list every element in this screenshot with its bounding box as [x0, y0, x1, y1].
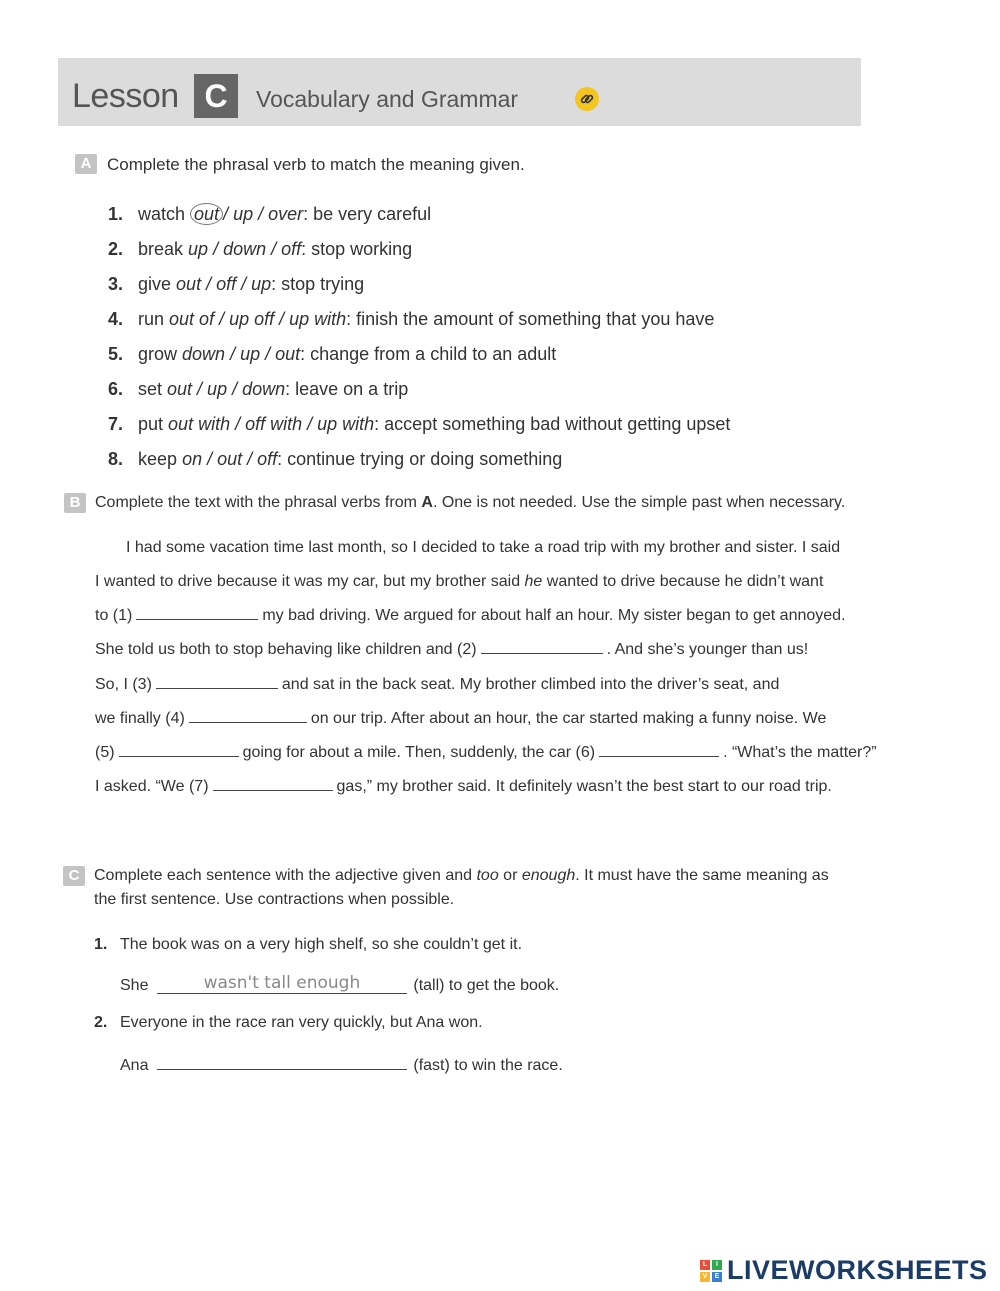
answer-blank-1[interactable]	[136, 618, 258, 620]
item-meaning: : change from a child to an adult	[300, 344, 557, 364]
item-sentence: The book was on a very high shelf, so she couldn’t get it.	[120, 936, 523, 953]
section-c-instruction-line2: the first sentence. Use contractions when possible.	[94, 891, 455, 908]
item-options[interactable]: out with / off with / up with	[168, 414, 375, 434]
item-options[interactable]: out / off / up	[176, 274, 272, 294]
item-meaning: : stop trying	[271, 274, 365, 294]
answer-field-2[interactable]	[157, 1053, 407, 1070]
list-item	[108, 344, 556, 365]
answer-line	[120, 1053, 563, 1075]
section-c-instruction	[94, 867, 829, 885]
instruction-italic: enough	[521, 867, 576, 884]
item-verb: grow	[138, 344, 178, 364]
answer-text: wasn't tall enough	[203, 973, 361, 993]
liveworksheets-logo	[700, 1255, 988, 1286]
text: gas,” my brother said. It definitely wasn’t the best start to our road trip.	[336, 778, 832, 795]
instruction-text: Complete the text with the phrasal verbs from	[95, 494, 422, 511]
paragraph-line	[95, 676, 779, 694]
paragraph-line	[95, 710, 826, 728]
answer-blank-3[interactable]	[156, 687, 278, 689]
item-options[interactable]: down / up / out	[182, 344, 301, 364]
paragraph-line	[95, 778, 832, 796]
list-item	[108, 414, 730, 435]
answer-blank-6[interactable]	[599, 755, 719, 757]
instruction-text: Complete each sentence with the adjective given and	[94, 867, 477, 884]
item-verb: break	[138, 239, 184, 259]
item-number: 3.	[108, 274, 124, 294]
text: . And she’s younger than us!	[606, 641, 809, 658]
item-hint: (fast) to win the race.	[413, 1057, 563, 1074]
paragraph-line	[95, 744, 877, 762]
item-number: 4.	[108, 309, 124, 329]
item-verb: run	[138, 309, 165, 329]
section-b-badge: B	[64, 493, 86, 513]
text: going for about a mile. Then, suddenly, the car (6)	[242, 744, 596, 761]
item-verb: put	[138, 414, 164, 434]
logo-grid-icon	[700, 1260, 722, 1282]
item-number: 1.	[94, 936, 108, 953]
brand-name: LIVEWORKSHEETS	[727, 1255, 988, 1285]
item-options[interactable]: out / up / down	[167, 379, 286, 399]
logo-letter: I	[712, 1260, 722, 1270]
instruction-text: . One is not needed. Use the simple past when necessary.	[432, 494, 846, 511]
item-verb: give	[138, 274, 172, 294]
list-item	[108, 274, 364, 295]
item-number: 8.	[108, 449, 124, 469]
item-options: / up / over	[223, 204, 304, 224]
item-hint: (tall) to get the book.	[413, 977, 560, 994]
paragraph-line: I had some vacation time last month, so I decided to take a road trip with my brother and sister. I said	[126, 539, 841, 556]
section-c-badge: C	[63, 866, 85, 886]
text: . “What’s the matter?”	[723, 744, 877, 761]
section-b-instruction	[95, 494, 845, 512]
list-item	[108, 309, 714, 330]
logo-letter: L	[700, 1260, 710, 1270]
instruction-text: . It must have the same meaning as	[575, 867, 829, 884]
answer-blank-7[interactable]	[213, 789, 333, 791]
answer-blank-2[interactable]	[481, 652, 603, 654]
item-number: 5.	[108, 344, 124, 364]
item-verb: keep	[138, 449, 178, 469]
item-meaning: : accept something bad without getting upset	[374, 414, 731, 434]
logo-letter: V	[700, 1272, 710, 1282]
list-item	[108, 449, 562, 470]
item-number: 2.	[94, 1014, 108, 1031]
list-item	[108, 379, 408, 400]
section-a-badge: A	[75, 154, 97, 174]
item-subject: She	[120, 977, 149, 994]
text: wanted to drive because he didn’t want	[542, 573, 824, 590]
text: I asked. “We (7)	[95, 778, 209, 795]
item-meaning: : leave on a trip	[285, 379, 409, 399]
link-icon	[575, 87, 599, 111]
item-sentence: Everyone in the race ran very quickly, but Ana won.	[120, 1014, 483, 1031]
answer-blank-5[interactable]	[119, 755, 239, 757]
item-subject: Ana	[120, 1057, 149, 1074]
text: on our trip. After about an hour, the car started making a funny noise. We	[310, 710, 827, 727]
item-number: 1.	[108, 204, 124, 224]
list-item	[108, 239, 412, 260]
list-item	[94, 936, 522, 954]
answer-line	[120, 975, 559, 996]
text: to (1)	[95, 607, 133, 624]
item-meaning: : stop working	[301, 239, 413, 259]
item-meaning: : continue trying or doing something	[277, 449, 563, 469]
lesson-word: Lesson	[72, 77, 179, 115]
lesson-letter: C	[194, 74, 238, 118]
text: She told us both to stop behaving like children and (2)	[95, 641, 477, 658]
text: I wanted to drive because it was my car, but my brother said	[95, 573, 525, 590]
section-a-instruction: Complete the phrasal verb to match the meaning given.	[107, 155, 525, 174]
item-number: 6.	[108, 379, 124, 399]
item-options[interactable]: up / down / off	[188, 239, 302, 259]
item-options[interactable]: on / out / off	[182, 449, 278, 469]
paragraph-line	[95, 607, 846, 625]
text: we finally (4)	[95, 710, 185, 727]
item-meaning: : be very careful	[303, 204, 432, 224]
instruction-italic: too	[476, 867, 499, 884]
answer-blank-4[interactable]	[189, 721, 307, 723]
instruction-bold: A	[421, 494, 433, 511]
text-italic: he	[524, 573, 543, 590]
logo-letter: E	[712, 1272, 722, 1282]
item-number: 7.	[108, 414, 124, 434]
page-title: Vocabulary and Grammar	[256, 86, 519, 112]
text: my bad driving. We argued for about half an hour. My sister began to get annoyed.	[262, 607, 846, 624]
item-meaning: : finish the amount of something that you have	[346, 309, 715, 329]
item-verb: set	[138, 379, 163, 399]
text: and sat in the back seat. My brother climbed into the driver’s seat, and	[281, 676, 780, 693]
answer-field-1[interactable]	[157, 973, 407, 994]
paragraph-line	[95, 641, 808, 659]
list-item	[108, 204, 431, 225]
circled-answer[interactable]: out	[190, 203, 223, 225]
item-verb: watch	[138, 204, 186, 224]
item-options[interactable]: out of / up off / up with	[169, 309, 347, 329]
paragraph-line	[95, 573, 823, 591]
instruction-text: or	[498, 867, 522, 884]
text: (5)	[95, 744, 115, 761]
item-number: 2.	[108, 239, 124, 259]
list-item	[94, 1014, 483, 1032]
text: So, I (3)	[95, 676, 152, 693]
